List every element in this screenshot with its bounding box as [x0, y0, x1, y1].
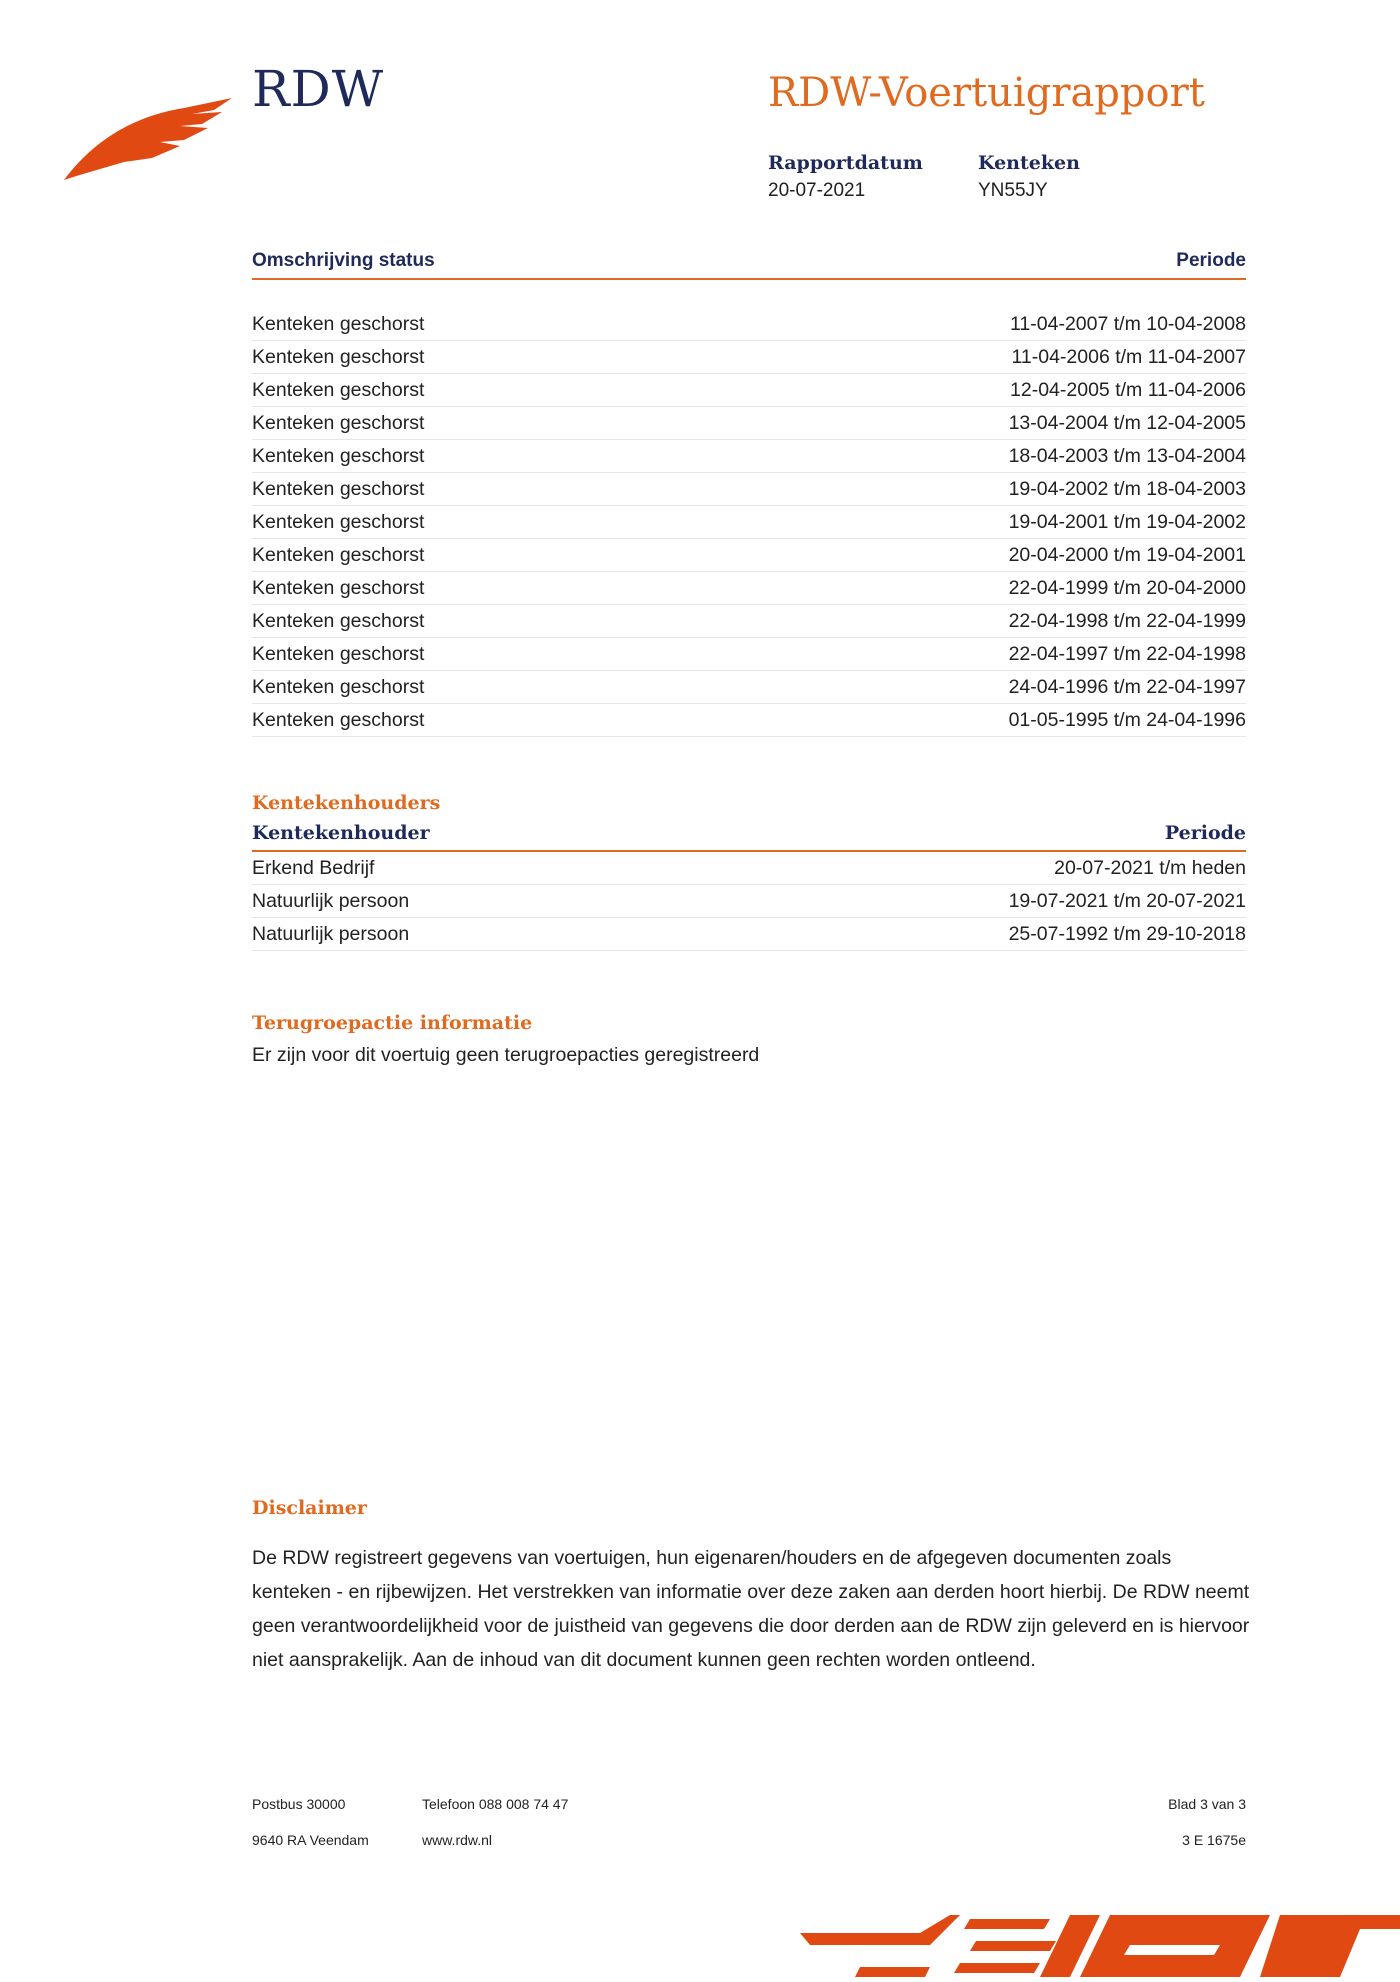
page-footer — [252, 1796, 1246, 1856]
status-cell: Kenteken geschorst — [252, 708, 425, 731]
status-table-header — [252, 250, 1246, 280]
holder-cell: Natuurlijk persoon — [252, 889, 410, 912]
column-header-status: Omschrijving status — [252, 250, 435, 271]
period-cell: 22-04-1998 t/m 22-04-1999 — [1008, 609, 1246, 632]
status-cell: Kenteken geschorst — [252, 444, 425, 467]
holders-section-title: Kentekenhouders — [252, 792, 441, 814]
recall-text: Er zijn voor dit voertuig geen terugroepacties geregistreerd — [252, 1044, 760, 1066]
period-cell: 01-05-1995 t/m 24-04-1996 — [1008, 708, 1246, 731]
period-cell: 19-04-2001 t/m 19-04-2002 — [1008, 510, 1246, 533]
holder-cell: Erkend Bedrijf — [252, 856, 375, 879]
period-cell: 22-04-1999 t/m 20-04-2000 — [1008, 576, 1246, 599]
status-cell: Kenteken geschorst — [252, 378, 425, 401]
table-row — [252, 704, 1246, 737]
period-cell: 11-04-2006 t/m 11-04-2007 — [1011, 345, 1246, 368]
table-row — [252, 341, 1246, 374]
table-row — [252, 671, 1246, 704]
status-cell: Kenteken geschorst — [252, 345, 425, 368]
page-title: RDW-Voertuigrapport — [768, 70, 1205, 116]
period-cell: 13-04-2004 t/m 12-04-2005 — [1008, 411, 1246, 434]
report-date-value: 20-07-2021 — [768, 180, 866, 201]
period-cell: 19-04-2002 t/m 18-04-2003 — [1008, 477, 1246, 500]
period-cell: 11-04-2007 t/m 10-04-2008 — [1010, 312, 1246, 335]
holders-section — [252, 792, 1246, 951]
period-cell: 12-04-2005 t/m 11-04-2006 — [1010, 378, 1246, 401]
column-header-period: Periode — [1164, 822, 1246, 844]
table-row — [252, 308, 1246, 341]
rdw-stripes-icon — [800, 1905, 1400, 1982]
table-row — [252, 440, 1246, 473]
column-header-holder: Kentekenhouder — [252, 822, 430, 844]
period-cell: 19-07-2021 t/m 20-07-2021 — [1008, 889, 1246, 912]
status-cell: Kenteken geschorst — [252, 510, 425, 533]
status-table — [252, 250, 1246, 737]
footer-code: 3 E 1675e — [1182, 1832, 1246, 1848]
disclaimer-text: De RDW registreert gegevens van voertuigen, hun eigenaren/houders en de afgegeven documenten zoals kenteken - en rijbewijzen. Het verstrekken van informatie over deze zaken aan derden hoort hierbij. De RDW neemt geen verantwoordelijkheid voor de juistheid van gegevens die door derden aan de RDW zijn geleverd en is hiervoor niet aansprakelijk. Aan de inhoud van dit document kunnen geen rechten worden ontleend. — [252, 1547, 1250, 1671]
status-cell: Kenteken geschorst — [252, 411, 425, 434]
table-row — [252, 572, 1246, 605]
table-row — [252, 374, 1246, 407]
footer-postbus: Postbus 30000 — [252, 1796, 346, 1812]
column-header-period: Periode — [1176, 250, 1246, 271]
status-cell: Kenteken geschorst — [252, 609, 425, 632]
period-cell: 24-04-1996 t/m 22-04-1997 — [1008, 675, 1246, 698]
footer-page-number: Blad 3 van 3 — [1168, 1796, 1246, 1812]
table-row — [252, 506, 1246, 539]
disclaimer-section — [252, 1497, 1252, 1677]
status-cell: Kenteken geschorst — [252, 477, 425, 500]
period-cell: 18-04-2003 t/m 13-04-2004 — [1008, 444, 1246, 467]
status-cell: Kenteken geschorst — [252, 642, 425, 665]
status-cell: Kenteken geschorst — [252, 543, 425, 566]
disclaimer-title: Disclaimer — [252, 1497, 367, 1519]
recall-section-title: Terugroepactie informatie — [252, 1012, 533, 1034]
plate-value: YN55JY — [978, 180, 1048, 201]
holders-table-header — [252, 822, 1246, 852]
report-date-label: Rapportdatum — [768, 152, 923, 174]
recall-section — [252, 1012, 1246, 1067]
table-row — [252, 885, 1246, 918]
period-cell: 20-07-2021 t/m heden — [1054, 856, 1246, 879]
table-row — [252, 407, 1246, 440]
footer-phone: Telefoon 088 008 74 47 — [422, 1796, 569, 1812]
rdw-logo-icon — [64, 88, 232, 180]
table-row — [252, 852, 1246, 885]
status-cell: Kenteken geschorst — [252, 576, 425, 599]
table-row — [252, 918, 1246, 951]
period-cell: 20-04-2000 t/m 19-04-2001 — [1008, 543, 1246, 566]
plate-label: Kenteken — [978, 152, 1080, 174]
status-cell: Kenteken geschorst — [252, 312, 425, 335]
holder-cell: Natuurlijk persoon — [252, 922, 410, 945]
footer-city: 9640 RA Veendam — [252, 1832, 369, 1848]
table-row — [252, 539, 1246, 572]
table-row — [252, 605, 1246, 638]
footer-website: www.rdw.nl — [422, 1832, 493, 1848]
logo-text: RDW — [252, 60, 385, 118]
status-cell: Kenteken geschorst — [252, 675, 425, 698]
table-row — [252, 473, 1246, 506]
period-cell: 22-04-1997 t/m 22-04-1998 — [1008, 642, 1246, 665]
table-row — [252, 638, 1246, 671]
period-cell: 25-07-1992 t/m 29-10-2018 — [1008, 922, 1246, 945]
